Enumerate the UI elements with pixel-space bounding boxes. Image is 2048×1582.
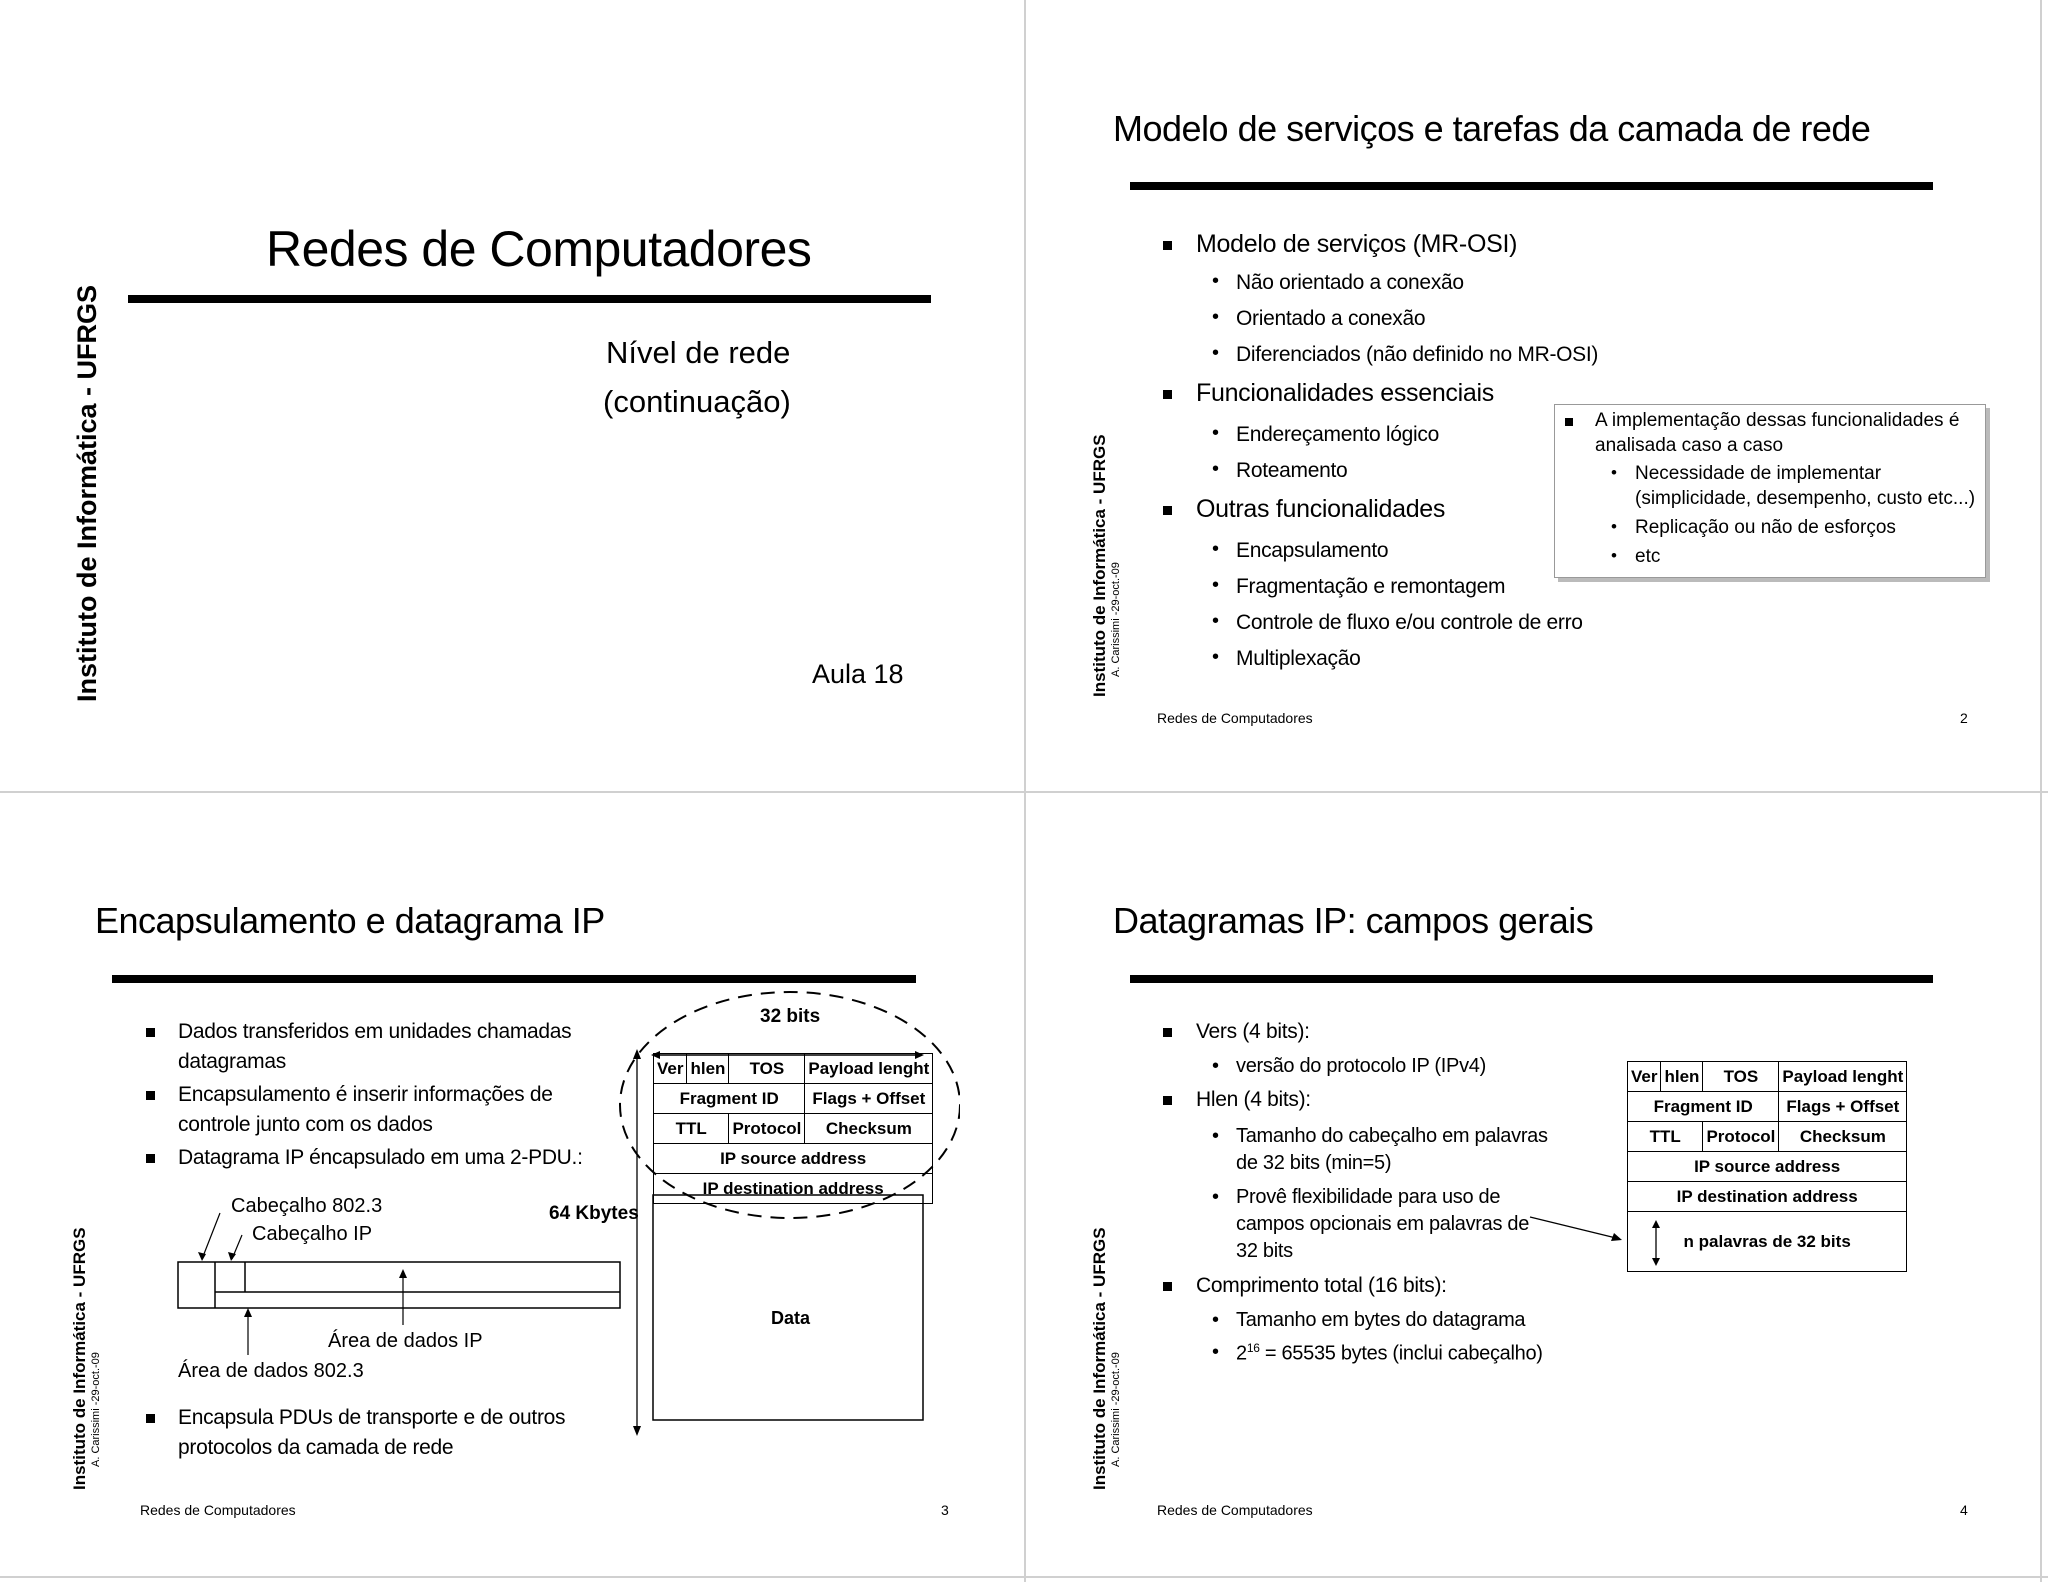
table-row — [1628, 1122, 1907, 1152]
bullet-dot: • — [1212, 610, 1220, 632]
cell-fragment-id: Fragment ID — [1628, 1092, 1779, 1122]
list-item: Controle de fluxo e/ou controle de erro — [1236, 611, 1583, 634]
slide1-subtitle-2: (continuação) — [603, 384, 791, 419]
cell-protocol: Protocol — [729, 1114, 805, 1144]
list-item: campos opcionais em palavras de — [1236, 1213, 1530, 1235]
options-label: n palavras de 32 bits — [1683, 1231, 1851, 1251]
bullet-dot: • — [1212, 1341, 1220, 1363]
table-row — [654, 1054, 933, 1084]
side-label: Instituto de Informática - UFRGS — [70, 1227, 89, 1490]
label-8023-header: Cabeçalho 802.3 — [231, 1195, 383, 1217]
label-ip-data-area: Área de dados IP — [328, 1330, 483, 1352]
label-data: Data — [771, 1308, 811, 1328]
bullet-dot: • — [1212, 270, 1220, 292]
cell-hlen: hlen — [1661, 1062, 1703, 1092]
label-32-bits: 32 bits — [760, 1006, 821, 1027]
author-date: A. Carissimi -29-oct.-09 — [1110, 1352, 1122, 1467]
slide1-lecture: Aula 18 — [812, 659, 904, 689]
cell-flags-offset: Flags + Offset — [1779, 1092, 1907, 1122]
footer-label: Redes de Computadores — [140, 1502, 296, 1518]
slide4-title: Datagramas IP: campos gerais — [1113, 900, 1594, 941]
list-item: Hlen (4 bits): — [1196, 1088, 1311, 1111]
table-row — [654, 1084, 933, 1114]
table-row — [1628, 1092, 1907, 1122]
arrow-head — [633, 1426, 641, 1436]
cell-ttl: TTL — [1628, 1122, 1703, 1152]
side-label: Instituto de Informática - UFRGS — [72, 284, 102, 702]
cell-options — [1628, 1212, 1907, 1272]
bullet-square — [1163, 506, 1172, 515]
list-item: de 32 bits (min=5) — [1236, 1152, 1392, 1174]
list-item: Diferenciados (não definido no MR-OSI) — [1236, 343, 1599, 366]
bullet-square — [1163, 1096, 1172, 1105]
bullet-dot: • — [1212, 306, 1220, 328]
table-row — [1628, 1152, 1907, 1182]
cell-tos: TOS — [1703, 1062, 1779, 1092]
callout-text: etc — [1635, 546, 1661, 567]
side-label: Instituto de Informática - UFRGS — [1090, 434, 1109, 697]
bullet-square — [146, 1154, 155, 1163]
bullet-square — [1565, 418, 1573, 426]
cell-ttl: TTL — [654, 1114, 729, 1144]
cell-hlen: hlen — [687, 1054, 729, 1084]
bullet-dot: • — [1212, 1125, 1220, 1147]
cell-src-address: IP source address — [654, 1144, 933, 1174]
bullet-square — [146, 1414, 155, 1423]
footer-label: Redes de Computadores — [1157, 710, 1313, 726]
cell-checksum: Checksum — [1779, 1122, 1907, 1152]
page-border-bottom — [0, 1576, 2048, 1578]
callout-text: analisada caso a caso — [1595, 435, 1784, 456]
table-row — [654, 1144, 933, 1174]
cell-dst-address: IP destination address — [654, 1174, 933, 1204]
list-item: Endereçamento lógico — [1236, 423, 1439, 446]
ip-header-table — [1627, 1061, 1907, 1272]
list-item: Tamanho do cabeçalho em palavras — [1236, 1125, 1548, 1147]
list-item: Dados transferidos em unidades chamadas — [178, 1020, 572, 1043]
bullet-square — [146, 1028, 155, 1037]
table-row — [654, 1114, 933, 1144]
cell-src-address: IP source address — [1628, 1152, 1907, 1182]
title-rule — [112, 975, 916, 983]
label-64-kbytes: 64 Kbytes — [549, 1203, 639, 1224]
bullet-dot: • — [1212, 574, 1220, 596]
cell-dst-address: IP destination address — [1628, 1182, 1907, 1212]
bullet-dot: • — [1212, 458, 1220, 480]
bullet-square — [1163, 390, 1172, 399]
page-number: 2 — [1960, 710, 1968, 726]
cell-ver: Ver — [654, 1054, 687, 1084]
table-row — [654, 1174, 933, 1204]
slide1-title: Redes de Computadores — [266, 221, 812, 277]
pointer-arrow — [244, 1308, 252, 1317]
bullet-dot: • — [1212, 1309, 1220, 1331]
arrow-head — [1611, 1233, 1622, 1241]
callout-text: Necessidade de implementar — [1635, 463, 1882, 484]
cell-checksum: Checksum — [805, 1114, 933, 1144]
list-item: Tamanho em bytes do datagrama — [1236, 1309, 1526, 1331]
slide3-title: Encapsulamento e datagrama IP — [95, 900, 605, 941]
list-item: Encapsulamento — [1236, 539, 1389, 562]
title-rule — [1130, 182, 1933, 190]
callout-text: Replicação ou não de esforços — [1635, 517, 1896, 538]
label-8023-data-area: Área de dados 802.3 — [178, 1360, 364, 1382]
list-item: Datagrama IP éncapsulado em uma 2-PDU.: — [178, 1146, 583, 1169]
page-number: 3 — [941, 1502, 949, 1518]
bullet-dot: • — [1212, 342, 1220, 364]
options-size-arrow — [1650, 1220, 1662, 1266]
pointer-line — [1530, 1217, 1616, 1238]
callout-text: A implementação dessas funcionalidades é — [1595, 410, 1960, 431]
bullet-dot: • — [1611, 546, 1617, 565]
list-item: Encapsulamento é inserir informações de — [178, 1083, 553, 1106]
list-item: protocolos da camada de rede — [178, 1436, 454, 1459]
cell-flags-offset: Flags + Offset — [805, 1084, 933, 1114]
callout-text: (simplicidade, desempenho, custo etc...) — [1635, 488, 1976, 509]
list-item: datagramas — [178, 1050, 286, 1073]
pointer-to-options — [1520, 1205, 1630, 1245]
bullet-dot: • — [1212, 538, 1220, 560]
list-item: Multiplexação — [1236, 647, 1361, 670]
cell-protocol: Protocol — [1703, 1122, 1779, 1152]
list-item: versão do protocolo IP (IPv4) — [1236, 1055, 1486, 1077]
table-row — [1628, 1182, 1907, 1212]
page-border-right — [2040, 0, 2042, 1582]
bullet-dot: • — [1611, 517, 1617, 536]
title-rule — [128, 295, 931, 303]
list-item: Funcionalidades essenciais — [1196, 379, 1494, 407]
title-rule — [1130, 975, 1933, 983]
page-number: 4 — [1960, 1502, 1968, 1518]
bullet-dot: • — [1212, 646, 1220, 668]
bullet-square — [1163, 241, 1172, 250]
author-date: A. Carissimi -29-oct.-09 — [90, 1352, 102, 1467]
list-item: Orientado a conexão — [1236, 307, 1426, 330]
list-item: Provê flexibilidade para uso de — [1236, 1186, 1501, 1208]
list-item: 32 bits — [1236, 1240, 1293, 1262]
cell-ver: Ver — [1628, 1062, 1661, 1092]
list-item: Comprimento total (16 bits): — [1196, 1274, 1447, 1297]
bullet-dot: • — [1212, 1186, 1220, 1208]
list-item: $2^{16} = 65535$ bytes (inclui cabeçalho) — [1236, 1341, 1543, 1365]
bullet-square — [146, 1091, 155, 1100]
bullet-square — [1163, 1028, 1172, 1037]
list-item: Fragmentação e remontagem — [1236, 575, 1506, 598]
bullet-dot: • — [1212, 422, 1220, 444]
list-item: Modelo de serviços (MR-OSI) — [1196, 230, 1518, 258]
list-item: Roteamento — [1236, 459, 1348, 482]
cell-payload: Payload lenght — [1779, 1062, 1907, 1092]
pointer-line-8023-header — [202, 1213, 220, 1259]
list-item: Vers (4 bits): — [1196, 1020, 1310, 1043]
pointer-arrow — [399, 1269, 407, 1278]
list-item: controle junto com os dados — [178, 1113, 433, 1136]
page-divider-horizontal — [0, 791, 2048, 793]
side-label: Instituto de Informática - UFRGS — [1090, 1227, 1109, 1490]
cell-payload: Payload lenght — [805, 1054, 933, 1084]
slide1-subtitle-1: Nível de rede — [606, 335, 791, 370]
callout-box — [1554, 404, 1986, 578]
table-row — [1628, 1062, 1907, 1092]
list-item: Encapsula PDUs de transporte e de outros — [178, 1406, 566, 1429]
cell-fragment-id: Fragment ID — [654, 1084, 805, 1114]
bullet-dot: • — [1212, 1055, 1220, 1077]
ip-header-table — [653, 1053, 933, 1204]
label-ip-header: Cabeçalho IP — [252, 1223, 373, 1245]
list-item: Não orientado a conexão — [1236, 271, 1464, 294]
slide2-title: Modelo de serviços e tarefas da camada de rede — [1113, 108, 1871, 149]
table-row — [1628, 1212, 1907, 1272]
author-date: A. Carissimi -29-oct.-09 — [1110, 562, 1122, 677]
bullet-dot: • — [1611, 463, 1617, 482]
bullet-square — [1163, 1282, 1172, 1291]
cell-tos: TOS — [729, 1054, 805, 1084]
list-item: Outras funcionalidades — [1196, 495, 1446, 523]
footer-label: Redes de Computadores — [1157, 1502, 1313, 1518]
